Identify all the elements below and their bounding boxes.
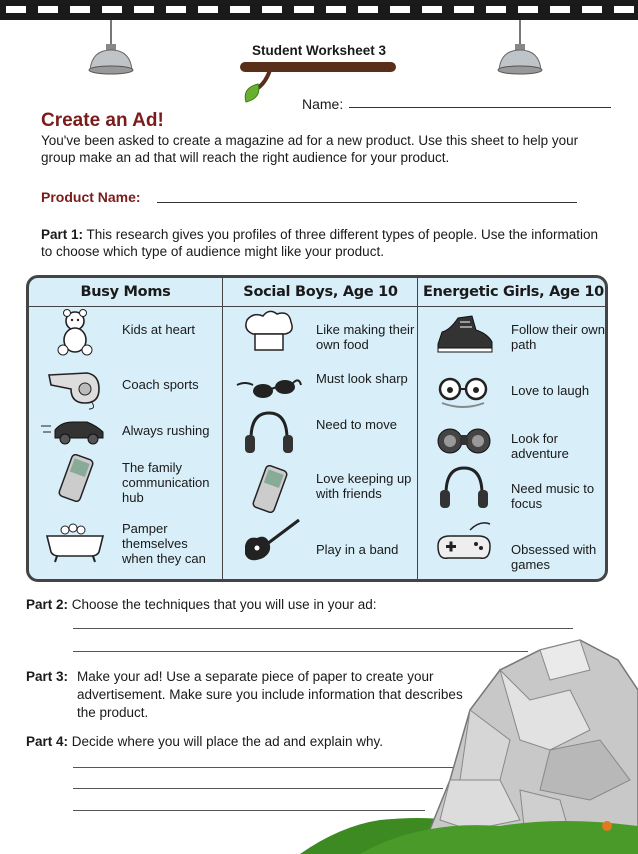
column-busy-moms [29,278,222,580]
film-strip-border [0,0,638,20]
profile-trait: Kids at heart [122,322,195,337]
profile-trait: Like making their own food [316,322,415,352]
product-name-label: Product Name: [41,189,141,205]
column-energetic-girls [417,278,608,580]
headphones-icon [430,464,498,512]
profile-trait: Need music to focus [511,481,595,511]
binoculars-icon [430,413,498,461]
part4-label: Part 4: [26,734,69,749]
worksheet-title: Student Worksheet 3 [251,43,387,58]
part1-label: Part 1: [41,227,84,242]
column-header: Busy Moms [29,278,222,307]
audience-profiles-table [26,275,608,582]
sunglasses-icon [235,363,303,411]
headphones-icon [235,409,303,457]
electric-guitar-icon [235,516,303,564]
profile-trait: Love to laugh [511,383,590,398]
rock-pile-illustration [300,630,638,854]
whistle-icon [41,363,109,411]
bathtub-icon [41,516,109,564]
funny-glasses-icon [430,363,498,411]
game-controller-icon [430,516,498,564]
cell-phone-icon [235,465,303,513]
chef-hat-icon [235,308,303,356]
column-social-boys [222,278,418,580]
part2-label: Part 2: [26,597,69,612]
product-name-field[interactable] [157,202,577,203]
profile-trait: Play in a band [316,542,399,557]
profile-trait: Must look sharp [316,371,408,386]
profile-trait: Look for adventure [511,431,569,461]
name-label: Name: [302,96,344,112]
profile-trait: Love keeping up with friends [316,471,412,501]
part3-label: Part 3: [26,669,69,684]
cell-phone-icon [41,454,109,502]
profile-trait: Need to move [316,417,397,432]
profile-trait: Coach sports [122,377,199,392]
car-icon [41,408,109,456]
teddy-bear-icon [41,308,109,356]
answer-line[interactable] [73,628,573,629]
part2-instructions [26,597,376,612]
part2-text: Choose the techniques that you will use in your ad: [71,597,377,612]
profile-trait: The family communication hub [122,460,210,505]
column-header: Social Boys, Age 10 [223,278,418,307]
profile-trait: Follow their own path [511,322,605,352]
part3-text: Make your ad! Use a separate piece of paper to create your advertisement. Make sure you include information that describes the product. [77,669,463,720]
profile-trait: Always rushing [122,423,210,438]
profile-trait: Pamper themselves when they can [122,521,206,566]
profile-trait: Obsessed with games [511,542,597,572]
sneaker-icon [430,308,498,356]
column-header: Energetic Girls, Age 10 [418,278,608,307]
intro-text: You've been asked to create a magazine ad for a new product. Use this sheet to help your group make an ad that will reach the right audience for your product. [41,133,579,165]
name-field[interactable] [349,107,611,108]
part4-text: Decide where you will place the ad and explain why. [71,734,383,749]
part1-instructions [41,226,606,260]
part1-text: This research gives you profiles of three different types of people. Use the information to choose which type of audience might like your product. [41,227,599,259]
page-heading: Create an Ad! [41,110,164,131]
